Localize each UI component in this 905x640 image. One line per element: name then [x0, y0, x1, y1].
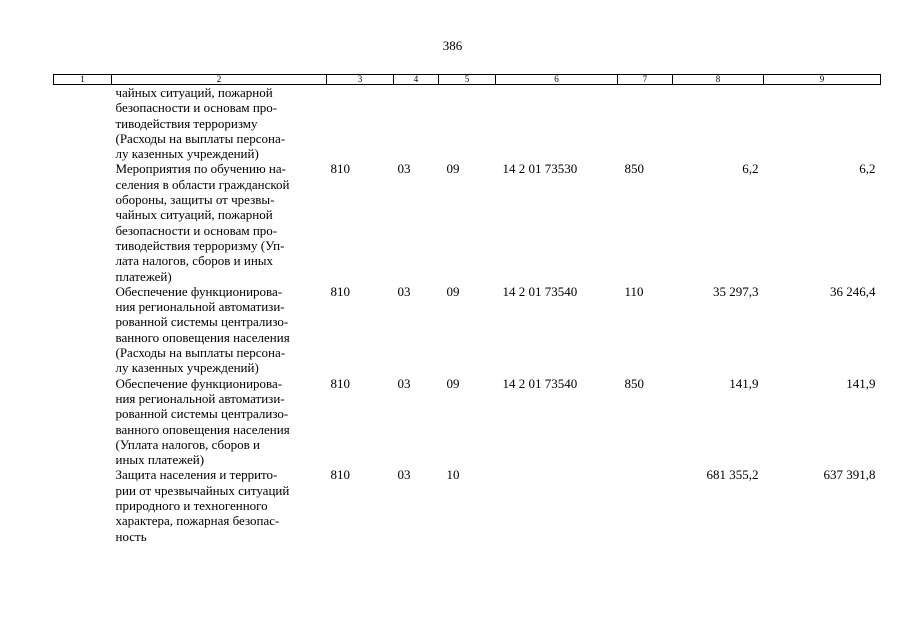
table-row [54, 161, 881, 283]
section-code [394, 85, 439, 162]
empty-cell [54, 161, 112, 283]
target-article-code: 14 2 01 73540 [502, 283, 578, 299]
section-code: 03 [397, 375, 411, 391]
section-code: 03 [397, 283, 411, 299]
column-number: 2 [112, 75, 327, 85]
column-number: 4 [394, 75, 439, 85]
column-number: 7 [618, 75, 673, 85]
table-row [54, 376, 881, 468]
column-number: 9 [764, 75, 881, 85]
subsection-code: 09 [446, 161, 460, 177]
column-number: 6 [496, 75, 618, 85]
target-article-code [496, 85, 618, 162]
row-name: Обеспечение функционирова- ния региональной автоматизи- рованной системы централизо- ванного оповещения населения (Расходы на выплаты персона- лу казенных учреждений) [115, 283, 290, 376]
subsection-code: 09 [446, 375, 460, 391]
subsection-code: 09 [446, 283, 460, 299]
ministry-code: 810 [330, 283, 350, 299]
section-code: 03 [397, 467, 411, 483]
ministry-code [327, 85, 394, 162]
column-number: 5 [439, 75, 496, 85]
expense-type-code: 110 [624, 283, 644, 299]
target-article-code: 14 2 01 73530 [502, 161, 578, 177]
amount-col8: 141,9 [729, 375, 759, 391]
column-number: 3 [327, 75, 394, 85]
expense-type-code [618, 467, 673, 543]
table-body [54, 85, 881, 544]
row-name: чайных ситуаций, пожарной безопасности и основам про- тиводействия терроризму (Расходы на выплаты персона- лу казенных учреждений) [115, 85, 286, 162]
subsection-code [439, 85, 496, 162]
section-code: 03 [397, 161, 411, 177]
table-row [54, 467, 881, 543]
ministry-code: 810 [330, 375, 350, 391]
expense-type-code: 850 [624, 375, 644, 391]
amount-col9: 36 246,4 [830, 283, 876, 299]
column-number: 8 [673, 75, 764, 85]
empty-cell [54, 467, 112, 543]
ministry-code: 810 [330, 467, 350, 483]
empty-cell [54, 85, 112, 162]
ministry-code: 810 [330, 161, 350, 177]
expense-type-code: 850 [624, 161, 644, 177]
expense-type-code [618, 85, 673, 162]
table-header [54, 75, 881, 85]
amount-col9: 141,9 [846, 375, 876, 391]
target-article-code: 14 2 01 73540 [502, 375, 578, 391]
empty-cell [54, 376, 112, 468]
table-row [54, 85, 881, 162]
amount-col9: 6,2 [859, 161, 876, 177]
page-number: 386 [442, 38, 463, 53]
amount-col9: 637 391,8 [823, 467, 876, 483]
row-name: Защита населения и террито- рии от чрезвычайных ситуаций природного и техногенного характера, пожарная безопас- ность [115, 467, 290, 544]
subsection-code: 10 [446, 467, 460, 483]
row-name: Мероприятия по обучению на- селения в области гражданской обороны, защиты от чрезвы- чайных ситуаций, пожарной безопасности и основам про- тиводействия терроризму (Уп- лата налогов, сборов и иных платежей) [115, 161, 290, 284]
amount-col8: 35 297,3 [713, 283, 759, 299]
empty-cell [54, 284, 112, 376]
target-article-code [496, 467, 618, 543]
column-number-row [54, 75, 881, 85]
amount-col8 [673, 85, 764, 162]
table-row [54, 284, 881, 376]
amount-col9 [764, 85, 881, 162]
row-name: Обеспечение функционирова- ния региональной автоматизи- рованной системы централизо- ванного оповещения населения (Уплата налогов, сборов и иных платежей) [115, 375, 290, 468]
amount-col8: 6,2 [742, 161, 759, 177]
column-number: 1 [54, 75, 112, 85]
budget-table [53, 74, 881, 544]
amount-col8: 681 355,2 [706, 467, 759, 483]
